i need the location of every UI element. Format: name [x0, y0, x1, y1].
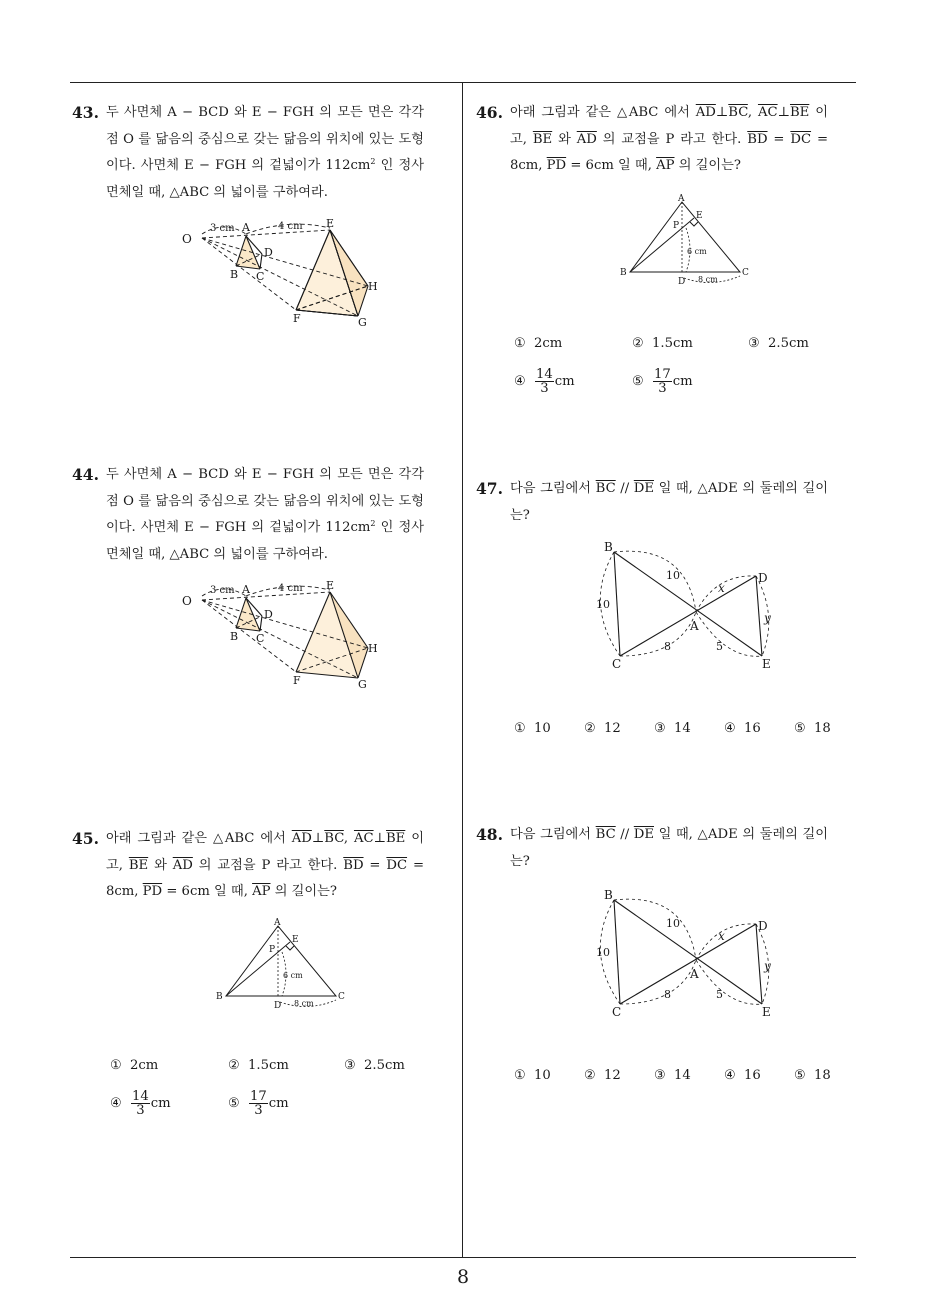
- problem-45: [72, 826, 424, 906]
- label-c: C: [742, 268, 749, 278]
- top-rule: [70, 82, 856, 83]
- label-b: B: [230, 630, 239, 643]
- choice-4[interactable]: ④ $\frac{14}{3}$ cm: [514, 367, 575, 396]
- label-f: F: [293, 312, 301, 325]
- length-oa: 3 cm: [210, 223, 235, 234]
- label-p: P: [673, 221, 680, 231]
- label-a: A: [242, 221, 250, 234]
- label-h: H: [368, 280, 378, 293]
- bowtie-figure: [590, 884, 790, 1024]
- length-ac: 8: [664, 640, 671, 653]
- label-c: C: [256, 270, 265, 283]
- choice-2[interactable]: ② 1.5cm: [632, 336, 693, 351]
- choice-1[interactable]: ① 2cm: [110, 1058, 159, 1073]
- length-ac: 8: [664, 988, 671, 1001]
- tetrahedra-figure: [180, 214, 390, 334]
- choice-3[interactable]: ③ 2.5cm: [748, 336, 809, 351]
- problem-47: [476, 476, 828, 529]
- length-oa: 3 cm: [210, 585, 235, 596]
- label-b: B: [620, 268, 627, 278]
- label-c: C: [612, 1005, 622, 1019]
- length-ae: 4 cm: [278, 221, 303, 232]
- column-divider: [462, 82, 463, 1257]
- length-bc: 10: [596, 598, 610, 611]
- label-d: D: [264, 608, 273, 621]
- label-a: A: [242, 583, 250, 596]
- label-c: C: [612, 657, 622, 671]
- triangle-figure: [212, 916, 352, 1012]
- label-c: C: [338, 992, 345, 1002]
- label-e: E: [326, 217, 335, 230]
- problem-number: 46.: [476, 103, 503, 122]
- problem-number: 43.: [72, 103, 99, 122]
- label-f: F: [293, 674, 301, 687]
- choice-3[interactable]: ③ 14: [654, 721, 691, 736]
- choice-1[interactable]: ① 2cm: [514, 336, 563, 351]
- label-e: E: [696, 211, 703, 221]
- choice-2[interactable]: ② 12: [584, 721, 621, 736]
- problem-text: 두 사면체 A − BCD 와 E − FGH 의 모든 면은 각각 점 O 를 닮음의 중심으로 갖는 닮음의 위치에 있는 도형이다. 사면체 E − FGH 의 겉넓이가 $112cm^2$ 인 정사면체일 때, △ABC 의 넓이를 구하여라.: [106, 105, 424, 200]
- length-de: y: [764, 611, 771, 625]
- problem-text: 두 사면체 A − BCD 와 E − FGH 의 모든 면은 각각 점 O 를 닮음의 중심으로 갖는 닮음의 위치에 있는 도형이다. 사면체 E − FGH 의 겉넓이가 $112cm^2$ 인 정사면체일 때, △ABC 의 넓이를 구하여라.: [106, 467, 424, 562]
- label-c: C: [256, 632, 265, 645]
- label-b: B: [604, 888, 613, 902]
- bowtie-figure: [590, 536, 790, 676]
- label-e: E: [762, 657, 771, 671]
- choice-2[interactable]: ② 12: [584, 1068, 621, 1083]
- length-ae: 5: [716, 988, 723, 1001]
- problem-number: 47.: [476, 479, 503, 498]
- problem-44: [72, 462, 424, 568]
- problem-43: [72, 100, 424, 206]
- length-ad: x: [718, 929, 725, 943]
- label-g: G: [358, 316, 367, 329]
- length-dc: 8 cm: [698, 275, 718, 284]
- label-a: A: [690, 619, 699, 633]
- page-number: 8: [456, 1266, 470, 1288]
- length-de: y: [764, 959, 771, 973]
- choice-2[interactable]: ② 1.5cm: [228, 1058, 289, 1073]
- label-o: O: [182, 232, 192, 246]
- length-ae: 4 cm: [278, 583, 303, 594]
- choice-5[interactable]: ⑤ 18: [794, 721, 831, 736]
- large-tetrahedron-face: [296, 230, 368, 316]
- length-bc: 10: [596, 946, 610, 959]
- length-dc: 8 cm: [294, 999, 314, 1008]
- label-b: B: [230, 268, 239, 281]
- label-d: D: [274, 1001, 282, 1011]
- label-h: H: [368, 642, 378, 655]
- label-a: A: [690, 967, 699, 981]
- label-a: A: [678, 194, 685, 204]
- length-pd: 6 cm: [283, 971, 303, 980]
- problem-46: [476, 100, 828, 180]
- label-d: D: [758, 919, 768, 933]
- label-e: E: [762, 1005, 771, 1019]
- length-ab: 10: [666, 917, 680, 930]
- choice-5[interactable]: ⑤ $\frac{17}{3}$ cm: [632, 367, 693, 396]
- choice-5[interactable]: ⑤ $\frac{17}{3}$ cm: [228, 1089, 289, 1118]
- choice-4[interactable]: ④ $\frac{14}{3}$ cm: [110, 1089, 171, 1118]
- label-g: G: [358, 678, 367, 691]
- problem-text: 아래 그림과 같은 △ABC 에서 $\overline{AD}\perp\overline{BC}$, $\overline{AC}\perp\overline{BE}$ 이고, $\overline{BE}$ 와 $\overline{AD}$ 의 교점을 P 라고 한다. $\overline{BD} = \overline{DC} = 8cm$, $\overline{PD} = 6cm$ 일 때, $\overline{AP}$ 의 길이는?: [106, 831, 425, 899]
- choice-3[interactable]: ③ 2.5cm: [344, 1058, 405, 1073]
- problem-number: 44.: [72, 465, 99, 484]
- label-e: E: [292, 935, 299, 945]
- label-b: B: [604, 540, 613, 554]
- tetrahedra-figure: [180, 576, 390, 696]
- label-a: A: [274, 918, 281, 928]
- bottom-rule: [70, 1257, 856, 1258]
- label-d: D: [758, 571, 768, 585]
- label-p: P: [269, 945, 276, 955]
- length-ad: x: [718, 581, 725, 595]
- choice-1[interactable]: ① 10: [514, 721, 551, 736]
- problem-number: 45.: [72, 829, 99, 848]
- label-b: B: [216, 992, 223, 1002]
- label-o: O: [182, 594, 192, 608]
- length-pd: 6 cm: [687, 247, 707, 256]
- problem-text: 다음 그림에서 $\overline{BC} // \overline{DE}$ 일 때, △ADE 의 둘레의 길이는?: [510, 481, 829, 523]
- label-d: D: [678, 277, 686, 287]
- length-ab: 10: [666, 569, 680, 582]
- choice-1[interactable]: ① 10: [514, 1068, 551, 1083]
- length-ae: 5: [716, 640, 723, 653]
- label-e: E: [326, 579, 335, 592]
- choice-3[interactable]: ③ 14: [654, 1068, 691, 1083]
- triangle-figure: [616, 192, 756, 288]
- problem-48: [476, 822, 828, 875]
- problem-number: 48.: [476, 825, 503, 844]
- choice-5[interactable]: ⑤ 18: [794, 1068, 831, 1083]
- choice-4[interactable]: ④ 16: [724, 1068, 761, 1083]
- label-d: D: [264, 246, 273, 259]
- problem-text: 아래 그림과 같은 △ABC 에서 $\overline{AD}\perp\overline{BC}$, $\overline{AC}\perp\overline{BE}$ 이고, $\overline{BE}$ 와 $\overline{AD}$ 의 교점을 P 라고 한다. $\overline{BD} = \overline{DC} = 8cm$, $\overline{PD} = 6cm$ 일 때, $\overline{AP}$ 의 길이는?: [510, 105, 829, 173]
- choice-4[interactable]: ④ 16: [724, 721, 761, 736]
- problem-text: 다음 그림에서 $\overline{BC} // \overline{DE}$ 일 때, △ADE 의 둘레의 길이는?: [510, 827, 829, 869]
